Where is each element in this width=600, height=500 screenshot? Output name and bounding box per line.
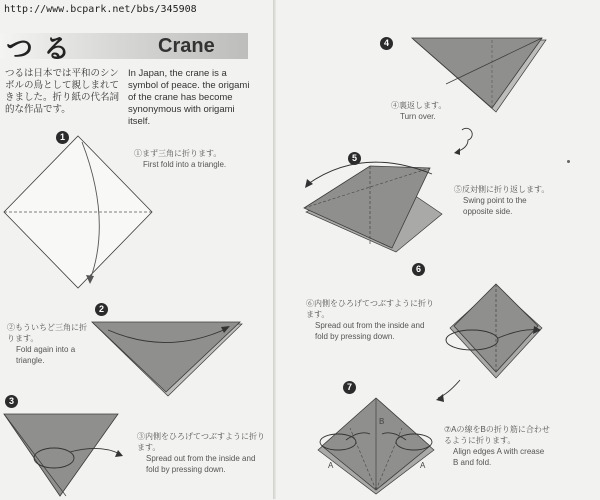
step-7-number: 7 <box>343 381 356 394</box>
step-4-caption-jp: ④裏返します。 <box>391 101 447 110</box>
step-5-arrowhead <box>305 179 313 188</box>
title-english: Crane <box>158 35 215 57</box>
step-2-number: 2 <box>95 303 108 316</box>
step-2-caption-en: Fold again into a triangle. <box>16 345 76 365</box>
step-6-caption <box>306 298 436 342</box>
step-1-number: 1 <box>56 131 69 144</box>
source-url: http://www.bcpark.net/bbs/345908 <box>4 4 197 15</box>
step-3-triangle <box>4 414 118 496</box>
step-2-diagram <box>88 318 248 398</box>
step-5-diagram <box>302 162 462 252</box>
step-5-caption-en: Swing point to the opposite side. <box>463 196 527 216</box>
step-6-caption-en: Spread out from the inside and fold by pressing down. <box>315 321 425 341</box>
step-4-number: 4 <box>380 37 393 50</box>
step-3-arrowhead <box>115 450 123 457</box>
step-7-label-b: B <box>379 417 385 426</box>
step-5-number: 5 <box>348 152 361 165</box>
step-3-diagram <box>0 410 140 500</box>
step-4-caption <box>391 100 481 122</box>
page-speck <box>567 160 570 163</box>
step-7-diagram <box>310 396 450 496</box>
step-7-caption <box>444 424 550 468</box>
intro-japanese: つるは日本では平和のシンボルの鳥として親しまれてきました。折り紙の代名詞的な作品です。 <box>5 68 120 115</box>
step-7-caption-en: Align edges A with crease B and fold. <box>453 447 545 467</box>
right-page <box>276 0 600 499</box>
step-7-label-a-left: A <box>328 461 334 470</box>
step-1-arrowhead <box>86 275 94 284</box>
turn-over-icon <box>452 126 492 156</box>
step-4-caption-en: Turn over. <box>400 112 436 121</box>
step-3-caption <box>137 431 267 475</box>
step-6-diagram <box>442 282 552 382</box>
intro-english: In Japan, the crane is a symbol of peace. the origami of the crane has become synonymous with origami itself. <box>128 68 250 127</box>
step-3-caption-en: Spread out from the inside and fold by pressing down. <box>146 454 256 474</box>
step-3-caption-jp: ③内側をひろげてつぶすように折ります。 <box>137 432 265 452</box>
step-7-caption-jp: ⑦Aの線をBの折り筋に合わせるように折ります。 <box>444 425 550 445</box>
step-6-layer <box>454 284 538 372</box>
step-7-label-a-right: A <box>420 461 426 470</box>
step-6-number: 6 <box>412 263 425 276</box>
step-1-caption-en: First fold into a triangle. <box>143 160 227 169</box>
step-1-caption-jp: ①まず三角に折ります。 <box>134 149 222 158</box>
step-5-caption <box>454 184 554 217</box>
left-page <box>0 0 273 499</box>
step-2-caption <box>7 322 92 366</box>
step-6-caption-jp: ⑥内側をひろげてつぶすように折ります。 <box>306 299 434 319</box>
step-1-caption <box>134 148 264 170</box>
step-2-caption-jp: ②もういちど三角に折ります。 <box>7 323 87 343</box>
step-5-caption-jp: ⑤反対側に折り返します。 <box>454 185 550 194</box>
title-japanese: つる <box>6 34 80 64</box>
step-3-number: 3 <box>5 395 18 408</box>
